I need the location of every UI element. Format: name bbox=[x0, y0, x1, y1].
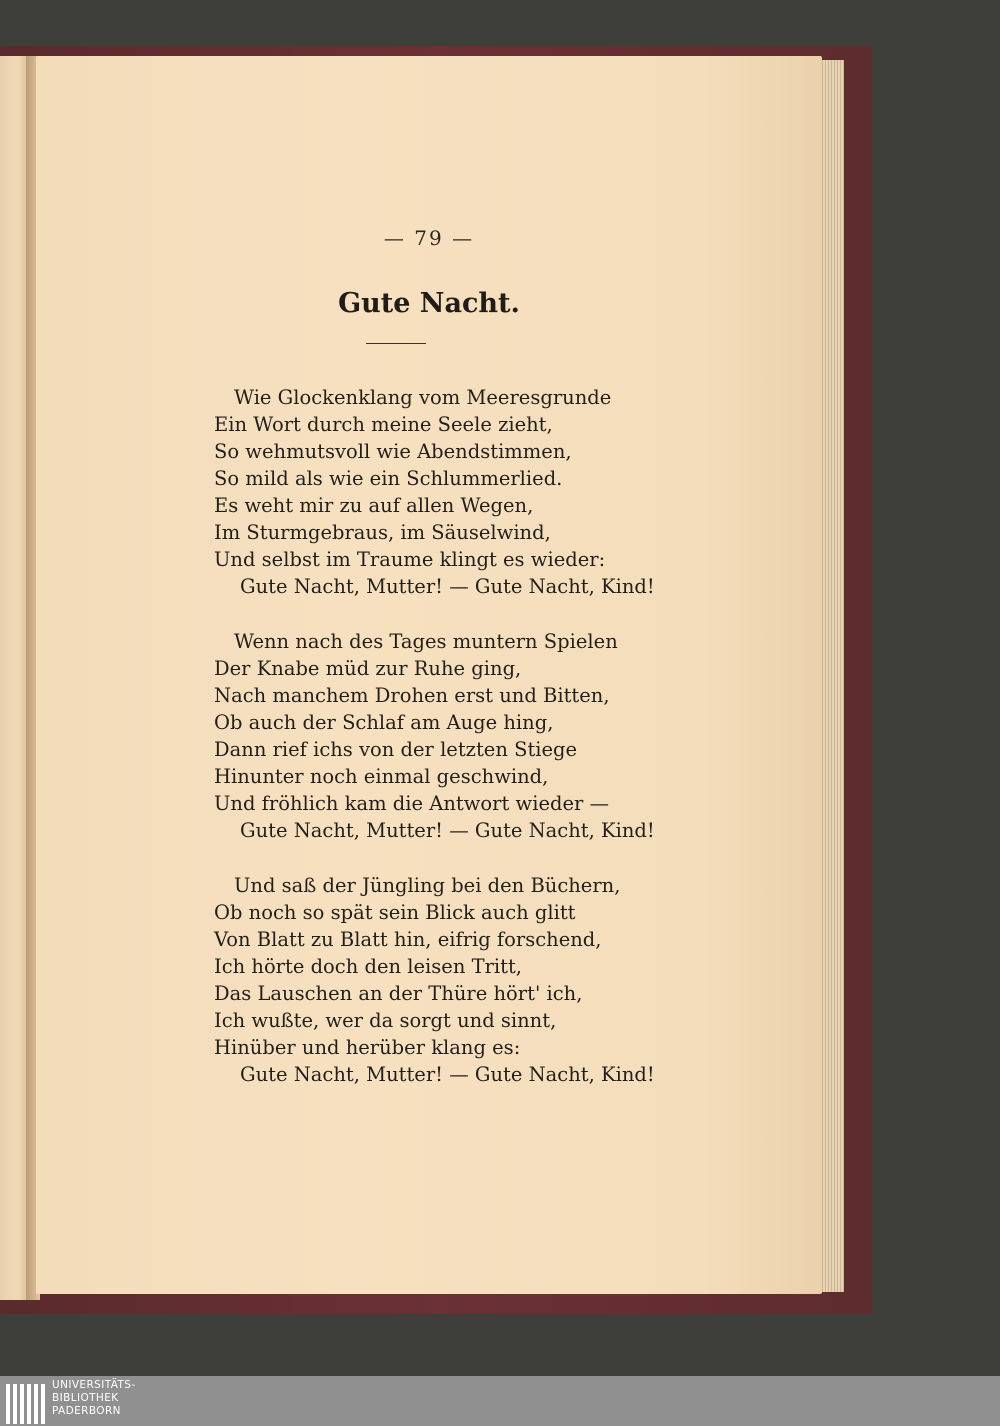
poem-line: Ein Wort durch meine Seele zieht, bbox=[214, 413, 553, 436]
logo-line-2: BIBLIOTHEK bbox=[52, 1392, 119, 1404]
title-rule bbox=[366, 343, 426, 344]
poem-line: Und fröhlich kam die Antwort wieder — bbox=[214, 792, 610, 815]
poem-line: So mild als wie ein Schlummerlied. bbox=[214, 467, 563, 490]
poem-line: Von Blatt zu Blatt hin, eifrig forschend, bbox=[214, 928, 602, 951]
poem-line: Ob auch der Schlaf am Auge hing, bbox=[214, 711, 554, 734]
page-edges bbox=[820, 60, 844, 1292]
logo-line-3: PADERBORN bbox=[52, 1405, 121, 1417]
poem-refrain: Gute Nacht, Mutter! — Gute Nacht, Kind! bbox=[240, 1063, 655, 1086]
poem-line: Ich hörte doch den leisen Tritt, bbox=[214, 955, 523, 978]
poem-line: Nach manchem Drohen erst und Bitten, bbox=[214, 684, 610, 707]
poem-line: Ich wußte, wer da sorgt und sinnt, bbox=[214, 1009, 557, 1032]
poem-line: Und saß der Jüngling bei den Büchern, bbox=[234, 874, 621, 897]
library-footer bbox=[0, 1376, 1000, 1426]
poem-refrain: Gute Nacht, Mutter! — Gute Nacht, Kind! bbox=[240, 575, 655, 598]
book-page bbox=[36, 56, 822, 1294]
poem-refrain: Gute Nacht, Mutter! — Gute Nacht, Kind! bbox=[240, 819, 655, 842]
poem-line: Im Sturmgebraus, im Säuselwind, bbox=[214, 521, 551, 544]
stanza-1 bbox=[214, 384, 794, 600]
poem-line: Hinunter noch einmal geschwind, bbox=[214, 765, 549, 788]
poem-line: Dann rief ichs von der letzten Stiege bbox=[214, 738, 578, 761]
poem-line: Das Lauschen an der Thüre hört' ich, bbox=[214, 982, 583, 1005]
poem-line: So wehmutsvoll wie Abendstimmen, bbox=[214, 440, 572, 463]
poem-line: Ob noch so spät sein Blick auch glitt bbox=[214, 901, 576, 924]
poem-line: Es weht mir zu auf allen Wegen, bbox=[214, 494, 534, 517]
poem-line: Wie Glockenklang vom Meeresgrunde bbox=[234, 386, 612, 409]
poem-line: Der Knabe müd zur Ruhe ging, bbox=[214, 657, 522, 680]
poem-line: Und selbst im Traume klingt es wieder: bbox=[214, 548, 606, 571]
poem-line: Wenn nach des Tages muntern Spielen bbox=[234, 630, 618, 653]
stanza-3 bbox=[214, 872, 794, 1088]
library-logo-text[interactable] bbox=[52, 1379, 136, 1418]
stanza-2 bbox=[214, 628, 794, 844]
page-number: — 79 — bbox=[383, 226, 475, 250]
logo-line-1: UNIVERSITÄTS- bbox=[52, 1379, 136, 1391]
poem-line: Hinüber und herüber klang es: bbox=[214, 1036, 521, 1059]
library-logo-icon bbox=[6, 1380, 44, 1424]
poem-title: Gute Nacht. bbox=[338, 288, 520, 319]
